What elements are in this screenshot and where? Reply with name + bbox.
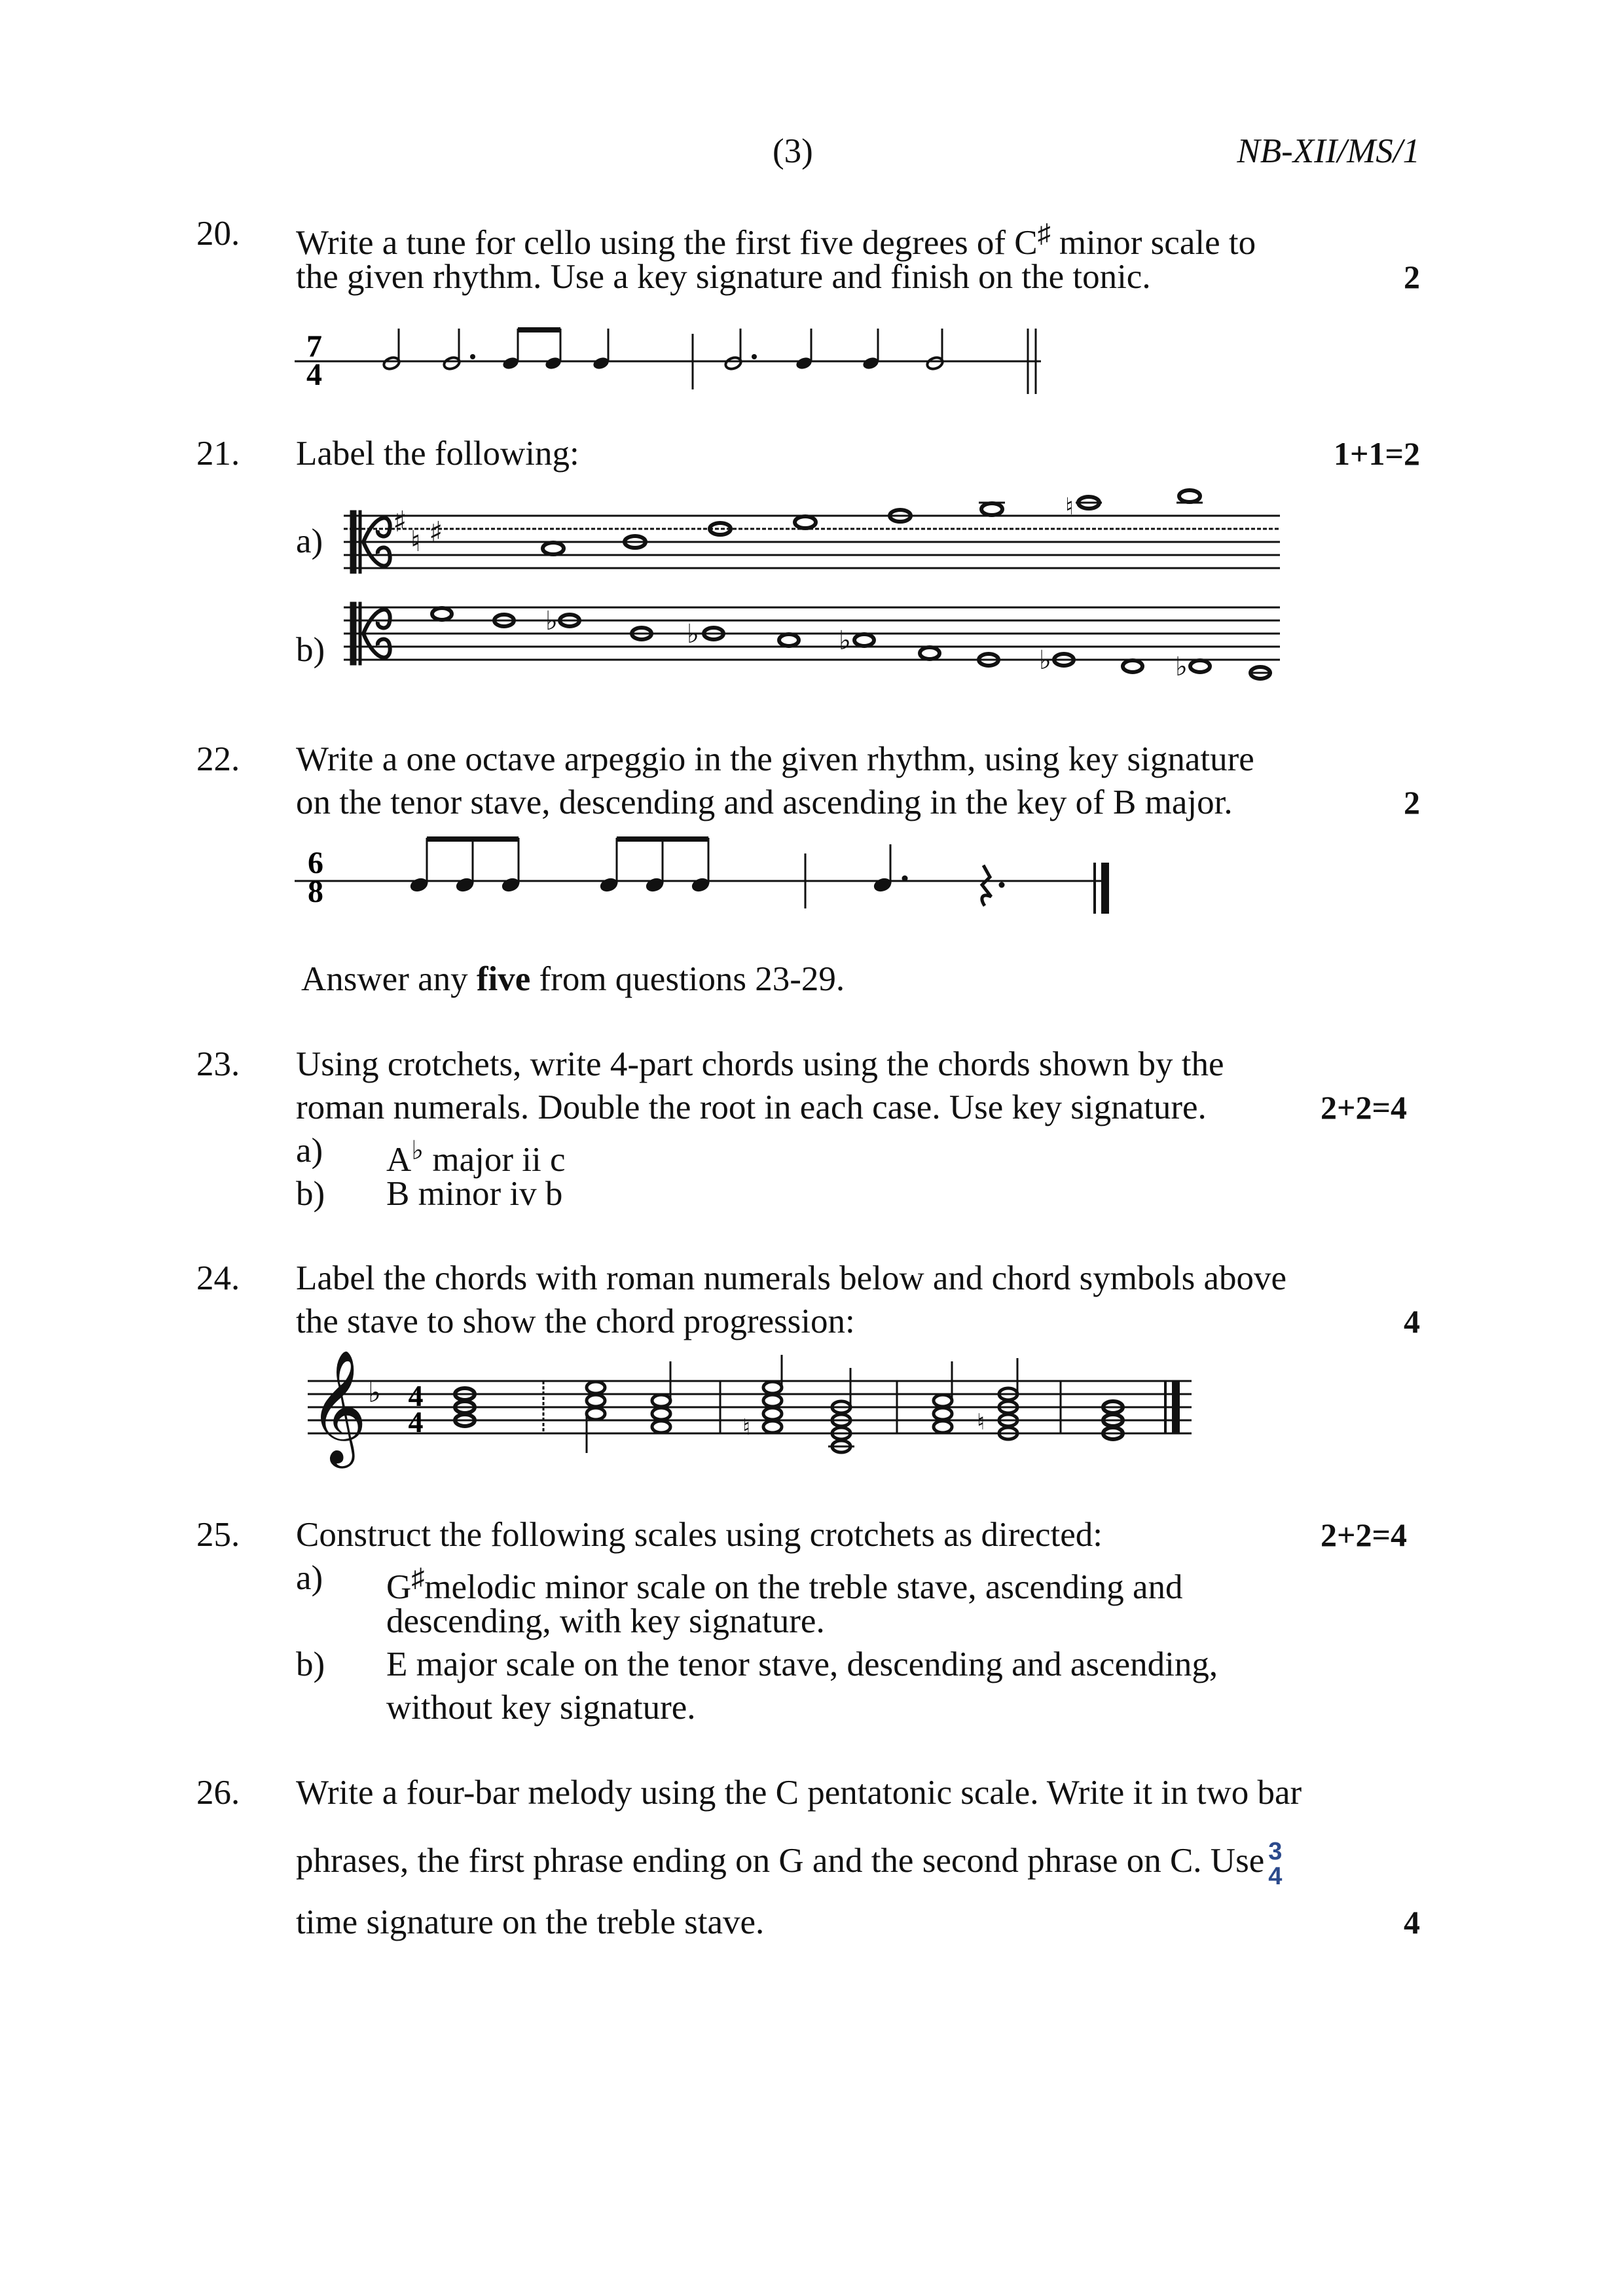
question-text: Write a four-bar melody using the C pentatonic scale. Write it in two bar <box>296 1774 1302 1812</box>
chord-minim <box>652 1361 670 1433</box>
part-text: descending, with key signature. <box>386 1602 825 1640</box>
note-dotted-crotchet <box>873 844 907 893</box>
part-label: a) <box>296 522 323 560</box>
rhythm-line <box>288 825 1139 916</box>
svg-text:4: 4 <box>408 1379 424 1412</box>
staff-a <box>337 484 1286 576</box>
question-text: roman numerals. Double the root in each case. Use key signature. <box>296 1088 1207 1126</box>
part-text: without key signature. <box>386 1689 696 1727</box>
question-text: Label the following: <box>296 435 579 473</box>
note-dotted-minim <box>724 329 757 371</box>
note-minim <box>926 329 944 371</box>
svg-text:6: 6 <box>308 846 323 880</box>
question-marks: 4 <box>1404 1904 1420 1941</box>
rhythm-line <box>288 321 1074 399</box>
part-text: E major scale on the tenor stave, descending and ascending, <box>386 1645 1218 1683</box>
question-text: time signature on the treble stave. <box>296 1903 765 1941</box>
chord-minim <box>587 1382 605 1453</box>
svg-text:♯: ♯ <box>429 516 443 549</box>
quaver-triplet <box>409 838 521 893</box>
question-text: Construct the following scales using crotchets as directed: <box>296 1516 1103 1554</box>
staff-b <box>337 589 1286 694</box>
time-sig-top: 7 <box>306 329 322 364</box>
part-label: b) <box>296 1645 325 1683</box>
question-marks: 2 <box>1404 259 1420 295</box>
rest-dotted-crotchet <box>982 865 1004 906</box>
quaver-triplet <box>599 838 711 893</box>
page-number: (3) <box>773 132 813 170</box>
question-text: on the tenor stave, descending and ascending in the key of B major. <box>296 783 1233 821</box>
svg-text:♭: ♭ <box>839 626 851 656</box>
question-text: the given rhythm. Use a key signature and finish on the tonic. <box>296 258 1151 296</box>
note-dotted-minim <box>443 329 475 371</box>
part-label: b) <box>296 1175 325 1213</box>
question-number: 24. <box>196 1259 240 1297</box>
question-text: Label the chords with roman numerals below and chord symbols above <box>296 1259 1287 1297</box>
question-text: Write a tune for cello using the first five degrees of C♯ minor scale to <box>296 219 1256 262</box>
question-text: Using crotchets, write 4-part chords using the chords shown by the <box>296 1045 1224 1083</box>
treble-staff-chords <box>308 1348 1198 1473</box>
time-sig-bottom: 4 <box>306 357 322 392</box>
svg-text:♭: ♭ <box>1175 652 1188 682</box>
question-text: the stave to show the chord progression: <box>296 1302 855 1340</box>
svg-text:♮: ♮ <box>977 1409 985 1435</box>
key-signature <box>393 505 443 558</box>
paper-code: NB-XII/MS/1 <box>1237 132 1420 170</box>
time-signature: 3 4 <box>1268 1838 1283 1890</box>
semibreve-notes <box>543 490 1200 554</box>
question-marks: 2+2=4 <box>1321 1089 1407 1126</box>
part-text: A♭ major ii c <box>386 1136 566 1179</box>
question-marks: 1+1=2 <box>1334 435 1420 472</box>
svg-text:8: 8 <box>308 874 323 909</box>
question-marks: 2+2=4 <box>1321 1516 1407 1553</box>
key-signature: ♭ <box>368 1376 381 1408</box>
svg-text:♮: ♮ <box>1065 493 1074 520</box>
question-number: 25. <box>196 1516 240 1554</box>
part-label: b) <box>296 631 325 669</box>
svg-text:♯: ♯ <box>393 505 407 539</box>
question-number: 23. <box>196 1045 240 1083</box>
question-text: phrases, the first phrase ending on G and the second phrase on C. Use 3 4 <box>296 1838 1283 1890</box>
svg-text:♭: ♭ <box>1039 645 1051 675</box>
part-label: a) <box>296 1132 323 1170</box>
note-crotchet <box>795 329 813 371</box>
semibreve-notes <box>432 608 1270 679</box>
svg-text:♮: ♮ <box>410 525 421 558</box>
question-text: Write a one octave arpeggio in the given rhythm, using key signature <box>296 740 1254 778</box>
svg-text:♭: ♭ <box>545 606 558 636</box>
svg-text:4: 4 <box>408 1405 424 1439</box>
question-number: 20. <box>196 215 240 253</box>
part-text: B minor iv b <box>386 1175 563 1213</box>
svg-text:♭: ♭ <box>687 619 699 649</box>
svg-text:♮: ♮ <box>742 1414 751 1441</box>
question-number: 22. <box>196 740 240 778</box>
question-number: 21. <box>196 435 240 473</box>
note-quaver-pair <box>501 329 562 371</box>
part-label: a) <box>296 1559 323 1597</box>
chord-minim <box>999 1358 1017 1439</box>
treble-clef: 𝄞 <box>309 1350 367 1463</box>
question-number: 26. <box>196 1774 240 1812</box>
instruction-text: Answer any five from questions 23-29. <box>301 960 845 998</box>
question-marks: 2 <box>1404 784 1420 821</box>
part-text: G♯melodic minor scale on the treble stave, ascending and <box>386 1563 1183 1606</box>
note-crotchet <box>592 329 610 371</box>
question-marks: 4 <box>1404 1303 1420 1340</box>
note-minim <box>382 329 401 371</box>
note-crotchet <box>862 329 880 371</box>
chord-minim <box>934 1361 952 1433</box>
